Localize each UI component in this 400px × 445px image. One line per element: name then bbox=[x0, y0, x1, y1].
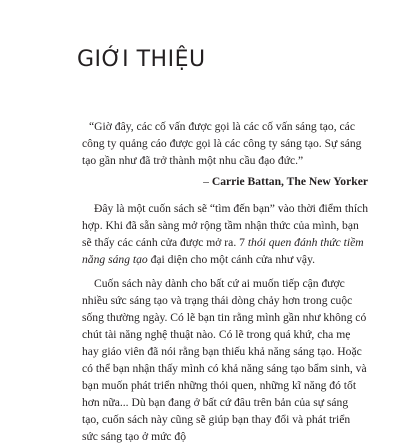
paragraph-1-text-a: Đây là một cuốn sách sẽ “tìm đến bạn” vào thời điểm thích hợp. Khi đã sẵn sàng mở rộng tầm nhận thức của mình, bạn sẽ thấy các cánh cửa được mở ra. 7 bbox=[82, 202, 368, 249]
paragraph-1-book-title: thói quen đánh thức tiềm năng sáng tạo bbox=[82, 236, 364, 266]
epigraph-quote: “Giờ đây, các cố vấn được gọi là các cố vấn sáng tạo, các công ty quảng cáo được gọi là các công ty sáng tạo. Sự sáng tạo gần như đã trở thành một nhu cầu đạo đức.” bbox=[82, 120, 362, 167]
chapter-title: GIỚI THIỆU bbox=[77, 47, 206, 72]
body-text bbox=[82, 118, 368, 445]
paragraph-1-text-b: đại diện cho một cánh cửa như vậy. bbox=[147, 253, 316, 266]
attribution-dash: – bbox=[203, 175, 212, 188]
paragraph-2: Cuốn sách này dành cho bất cứ ai muốn tiếp cận được nhiều sức sáng tạo và trạng thái dòng chảy hơn trong cuộc sống thường ngày. Có lẽ bạn tin rằng mình gần như không có chút tài năng nghệ thuật nào. Có lẽ trong quá khứ, cha mẹ hay giáo viên đã nói rằng bạn thiếu khả năng sáng tạo. Hoặc có thể bạn nhận thấy mình có khả năng sáng tạo bẩm sinh, và bạn muốn phát triển những thói quen, những kĩ năng đó tốt hơn nữa... Dù bạn đang ở bất cứ đâu trên bản của sự sáng tạo, cuốn sách này cũng sẽ giúp bạn thay đổi và phát triển sức sáng tạo ở mức độ bbox=[82, 277, 367, 443]
attribution-source: Carrie Battan, The New Yorker bbox=[211, 175, 368, 188]
epigraph-attribution bbox=[82, 173, 368, 190]
paragraph-1 bbox=[82, 200, 368, 268]
